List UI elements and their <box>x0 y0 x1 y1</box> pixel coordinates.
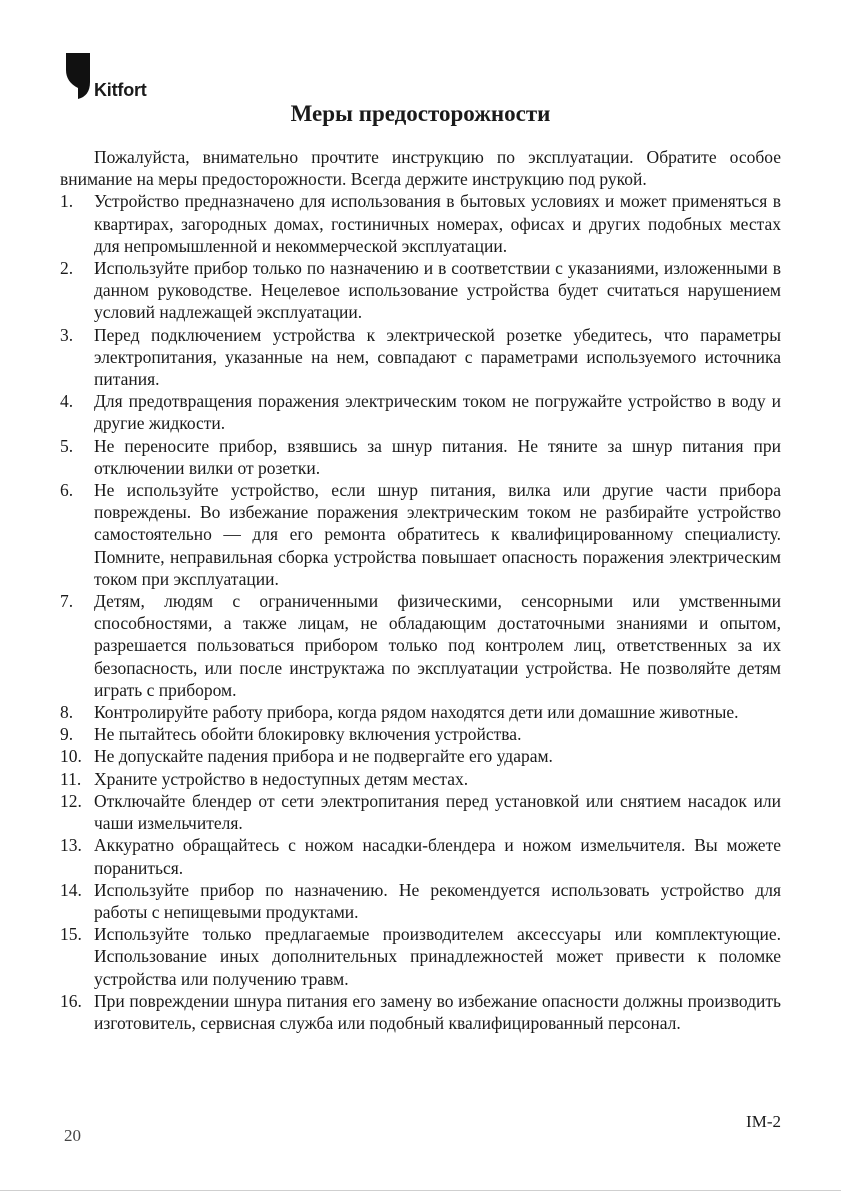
list-item-number: 7. <box>60 591 74 612</box>
list-item-number: 5. <box>60 435 74 456</box>
list-item-number: 1. <box>60 191 74 212</box>
list-item <box>60 723 781 745</box>
list-item-text: Детям, людям с ограниченными физическими, сенсорными или умственными способностями, а также лицам, не обладающим достаточными знаниями и опытом, разрешается пользоваться прибором только под контролем лиц, ответственных за их безопасность, или после инструктажа по эксплуатации устройства. Не позволяйте детям играть с прибором. <box>94 591 781 700</box>
kitfort-logo-icon <box>64 52 92 100</box>
list-item <box>60 745 781 767</box>
list-item-number: 3. <box>60 324 74 345</box>
list-item <box>60 790 781 834</box>
list-item-number: 11. <box>60 768 82 789</box>
list-item <box>60 479 781 590</box>
list-item-text: Используйте прибор только по назначению и в соответствии с указаниями, изложенными в данном руководстве. Нецелевое использование устройства будет считаться нарушением условий надлежащей эксплуатации. <box>94 258 781 323</box>
list-item <box>60 390 781 434</box>
list-item-text: Перед подключением устройства к электрической розетке убедитесь, что параметры электропитания, указанные на нем, совпадают с параметрами используемого источника питания. <box>94 324 781 390</box>
precautions-content <box>60 146 781 1034</box>
list-item <box>60 324 781 391</box>
list-item-text: Не используйте устройство, если шнур питания, вилка или другие части прибора повреждены. Во избежание поражения электрическим током не разбирайте устройство самостоятельно — для его ремонта обратитесь к квалифицированному специалисту. Помните, неправильная сборка устройства повышает опасность поражения электрическим током при эксплуатации. <box>94 480 781 589</box>
list-item <box>60 768 781 790</box>
list-item-number: 16. <box>60 990 82 1011</box>
list-item <box>60 257 781 324</box>
list-item-text: При повреждении шнура питания его замену во избежание опасности должны производить изготовитель, сервисная служба или подобный квалифицированный персонал. <box>94 990 781 1033</box>
list-item-text: Отключайте блендер от сети электропитания перед установкой или снятием насадок или чаши измельчителя. <box>94 790 781 834</box>
brand-name: Kitfort <box>94 80 147 100</box>
model-code: IM-2 <box>746 1112 781 1131</box>
intro-paragraph: Пожалуйста, внимательно прочтите инструкцию по эксплуатации. Обратите особое внимание на меры предосторожности. Всегда держите инструкцию под рукой. <box>60 147 781 190</box>
list-item-number: 4. <box>60 391 74 412</box>
list-item-text: Аккуратно обращайтесь с ножом насадки-блендера и ножом измельчителя. Вы можете пораниться. <box>94 835 781 878</box>
list-item-number: 14. <box>60 879 82 900</box>
list-item-text: Используйте только предлагаемые производителем аксессуары или комплектующие. Использование иных дополнительных принадлежностей может привести к поломке устройства или получению травм. <box>94 924 781 989</box>
list-item-number: 8. <box>60 702 74 723</box>
list-item-text: Устройство предназначено для использования в бытовых условиях и может применяться в квартирах, загородных домах, гостиничных номерах, офисах и других подобных местах для непромышленной и некоммерческой эксплуатации. <box>94 191 781 256</box>
list-item-number: 9. <box>60 724 74 745</box>
brand-logo <box>64 52 174 102</box>
list-item <box>60 923 781 990</box>
list-item-text: Контролируйте работу прибора, когда рядом находятся дети или домашние животные. <box>94 702 739 723</box>
list-item <box>60 701 781 723</box>
list-item <box>60 834 781 878</box>
list-item-number: 10. <box>60 746 82 767</box>
list-item-number: 12. <box>60 790 82 811</box>
list-item-number: 15. <box>60 924 82 945</box>
list-item-text: Не допускайте падения прибора и не подвергайте его ударам. <box>94 746 553 767</box>
list-item-number: 13. <box>60 835 82 856</box>
list-item-text: Используйте прибор по назначению. Не рекомендуется использовать устройство для работы с непищевыми продуктами. <box>94 879 781 922</box>
list-item <box>60 990 781 1034</box>
list-item <box>60 879 781 923</box>
bottom-divider <box>0 1190 841 1191</box>
list-item-text: Не пытайтесь обойти блокировку включения устройства. <box>94 724 522 745</box>
list-item <box>60 190 781 257</box>
list-item-text: Для предотвращения поражения электрическим током не погружайте устройство в воду и другие жидкости. <box>94 391 781 434</box>
list-item-text: Храните устройство в недоступных детям местах. <box>94 768 469 789</box>
list-item-text: Не переносите прибор, взявшись за шнур питания. Не тяните за шнур питания при отключении вилки от розетки. <box>94 435 781 478</box>
list-item-number: 2. <box>60 258 74 279</box>
list-item <box>60 435 781 479</box>
list-item-number: 6. <box>60 480 74 501</box>
list-item <box>60 590 781 701</box>
precautions-list <box>60 190 781 1034</box>
page-title: Меры предосторожности <box>290 101 551 126</box>
page-number: 20 <box>64 1126 81 1145</box>
